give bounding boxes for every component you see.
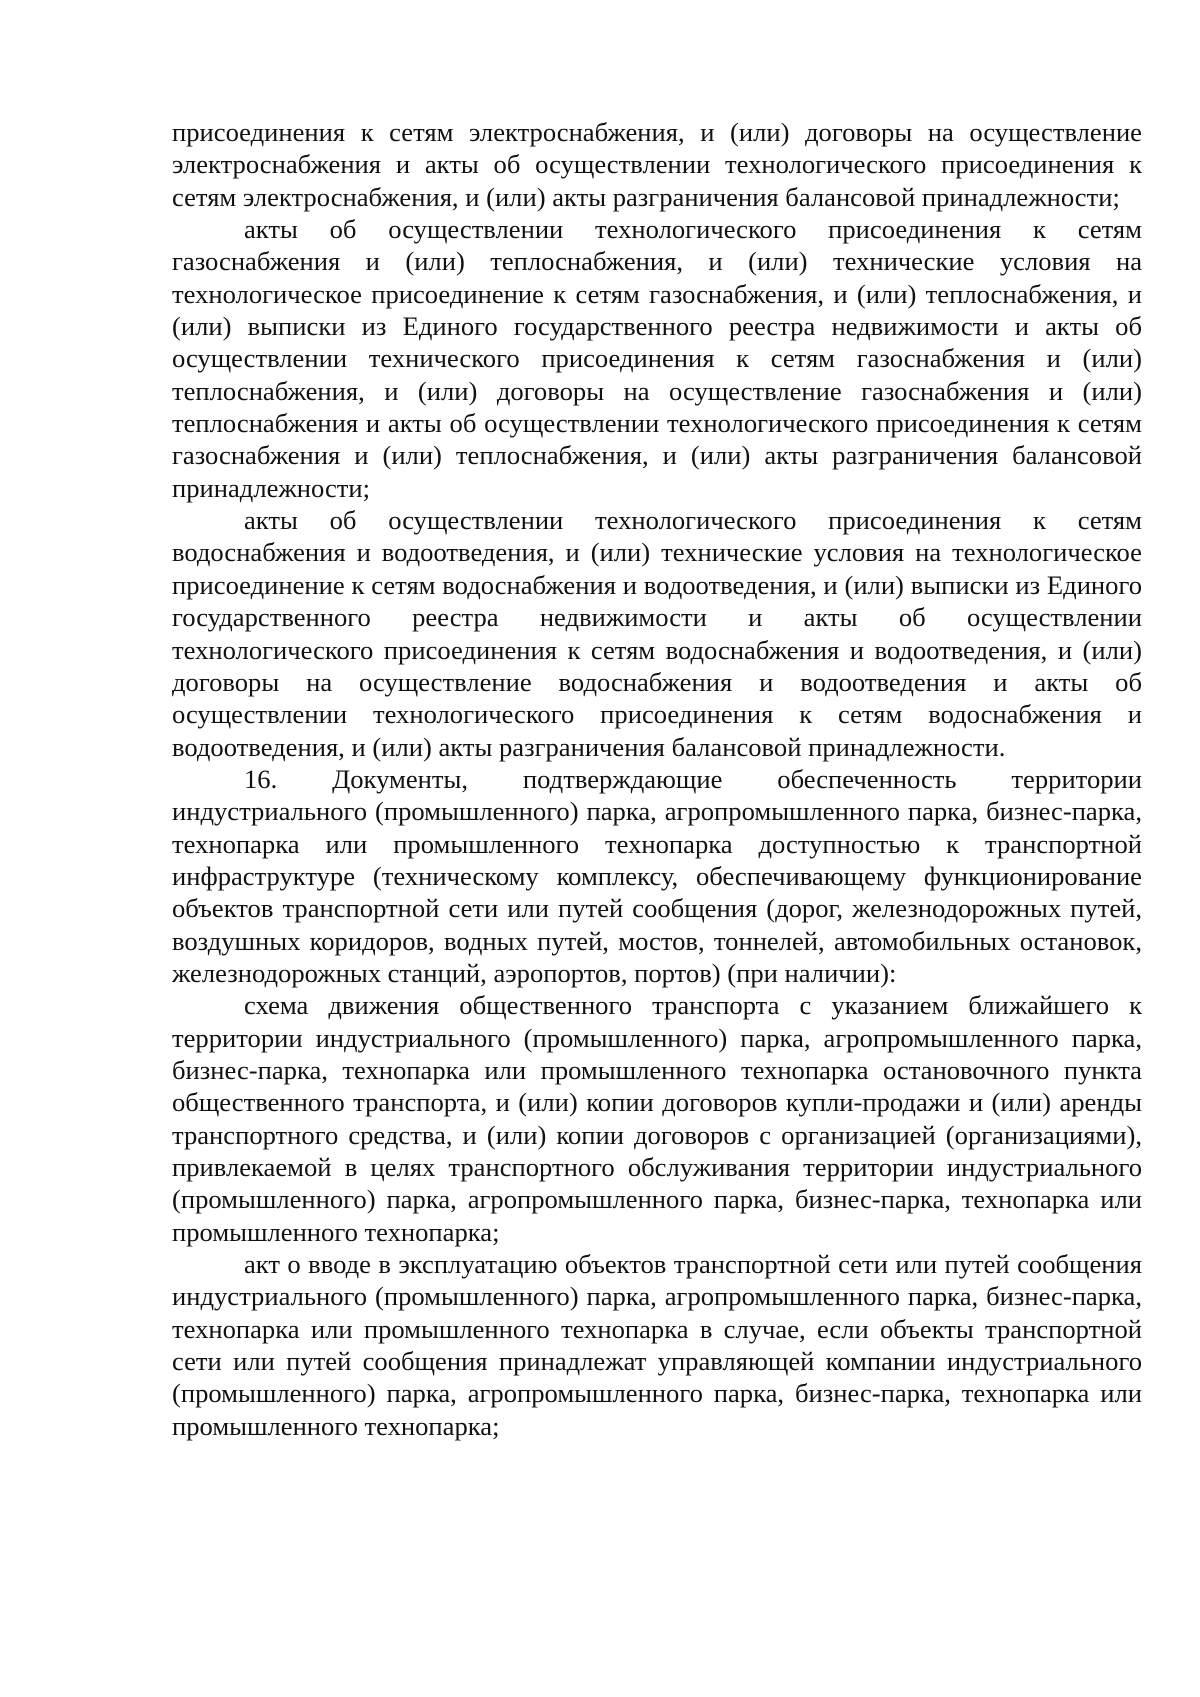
paragraph-item-16-transport: 16. Документы, подтверждающие обеспеченность территории индустриального (промышленного) парка, агропромышленного парка, бизнес-парка, технопарка или промышленного технопарка доступностью к транспортной инфраструктуре (техническому комплексу, обеспечивающему функционирование объектов транспортной сети или путей сообщения (дорог, железнодорожных путей, воздушных коридоров, водных путей, мостов, тоннелей, автомобильных остановок, железнодорожных станций, аэропортов, портов) (при наличии): — [172, 763, 1142, 988]
paragraph-power-supply-continuation: присоединения к сетям электроснабжения, и (или) договоры на осуществление электроснабжения и акты об осуществлении технологического присоединения к сетям электроснабжения, и (или) акты разграничения балансовой принадлежности; — [172, 117, 1142, 212]
document-body — [172, 116, 1142, 1442]
paragraph-transport-scheme: схема движения общественного транспорта с указанием ближайшего к территории индустриального (промышленного) парка, агропромышленного парка, бизнес-парка, технопарка или промышленного технопарка остановочного пункта общественного транспорта, и (или) копии договоров купли-продажи и (или) аренды транспортного средства, и (или) копии договоров с организацией (организациями), привлекаемой в целях транспортного обслуживания территории индустриального (промышленного) парка, агропромышленного парка, бизнес-парка, технопарка или промышленного технопарка; — [172, 990, 1142, 1247]
paragraph-water-supply: акты об осуществлении технологического присоединения к сетям водоснабжения и водоотведения, и (или) технические условия на технологическое присоединение к сетям водоснабжения и водоотведения, и (или) выписки из Единого государственного реестра недвижимости и акты об осуществлении технологического присоединения к сетям водоснабжения и водоотведения, и (или) договоры на осуществление водоснабжения и водоотведения и акты об осуществлении технологического присоединения к сетям водоснабжения и водоотведения, и (или) акты разграничения балансовой принадлежности. — [172, 505, 1142, 762]
paragraph-gas-heat-supply: акты об осуществлении технологического присоединения к сетям газоснабжения и (или) теплоснабжения, и (или) технические условия на технологическое присоединение к сетям газоснабжения, и (или) теплоснабжения, и (или) выписки из Единого государственного реестра недвижимости и акты об осуществлении технического присоединения к сетям газоснабжения и (или) теплоснабжения, и (или) договоры на осуществление газоснабжения и (или) теплоснабжения и акты об осуществлении технологического присоединения к сетям газоснабжения и (или) теплоснабжения, и (или) акты разграничения балансовой принадлежности; — [172, 214, 1142, 503]
paragraph-commissioning-act: акт о вводе в эксплуатацию объектов транспортной сети или путей сообщения индустриального (промышленного) парка, агропромышленного парка, бизнес-парка, технопарка или промышленного технопарка в случае, если объекты транспортной сети или путей сообщения принадлежат управляющей компании индустриального (промышленного) парка, агропромышленного парка, бизнес-парка, технопарка или промышленного технопарка; — [172, 1249, 1142, 1441]
